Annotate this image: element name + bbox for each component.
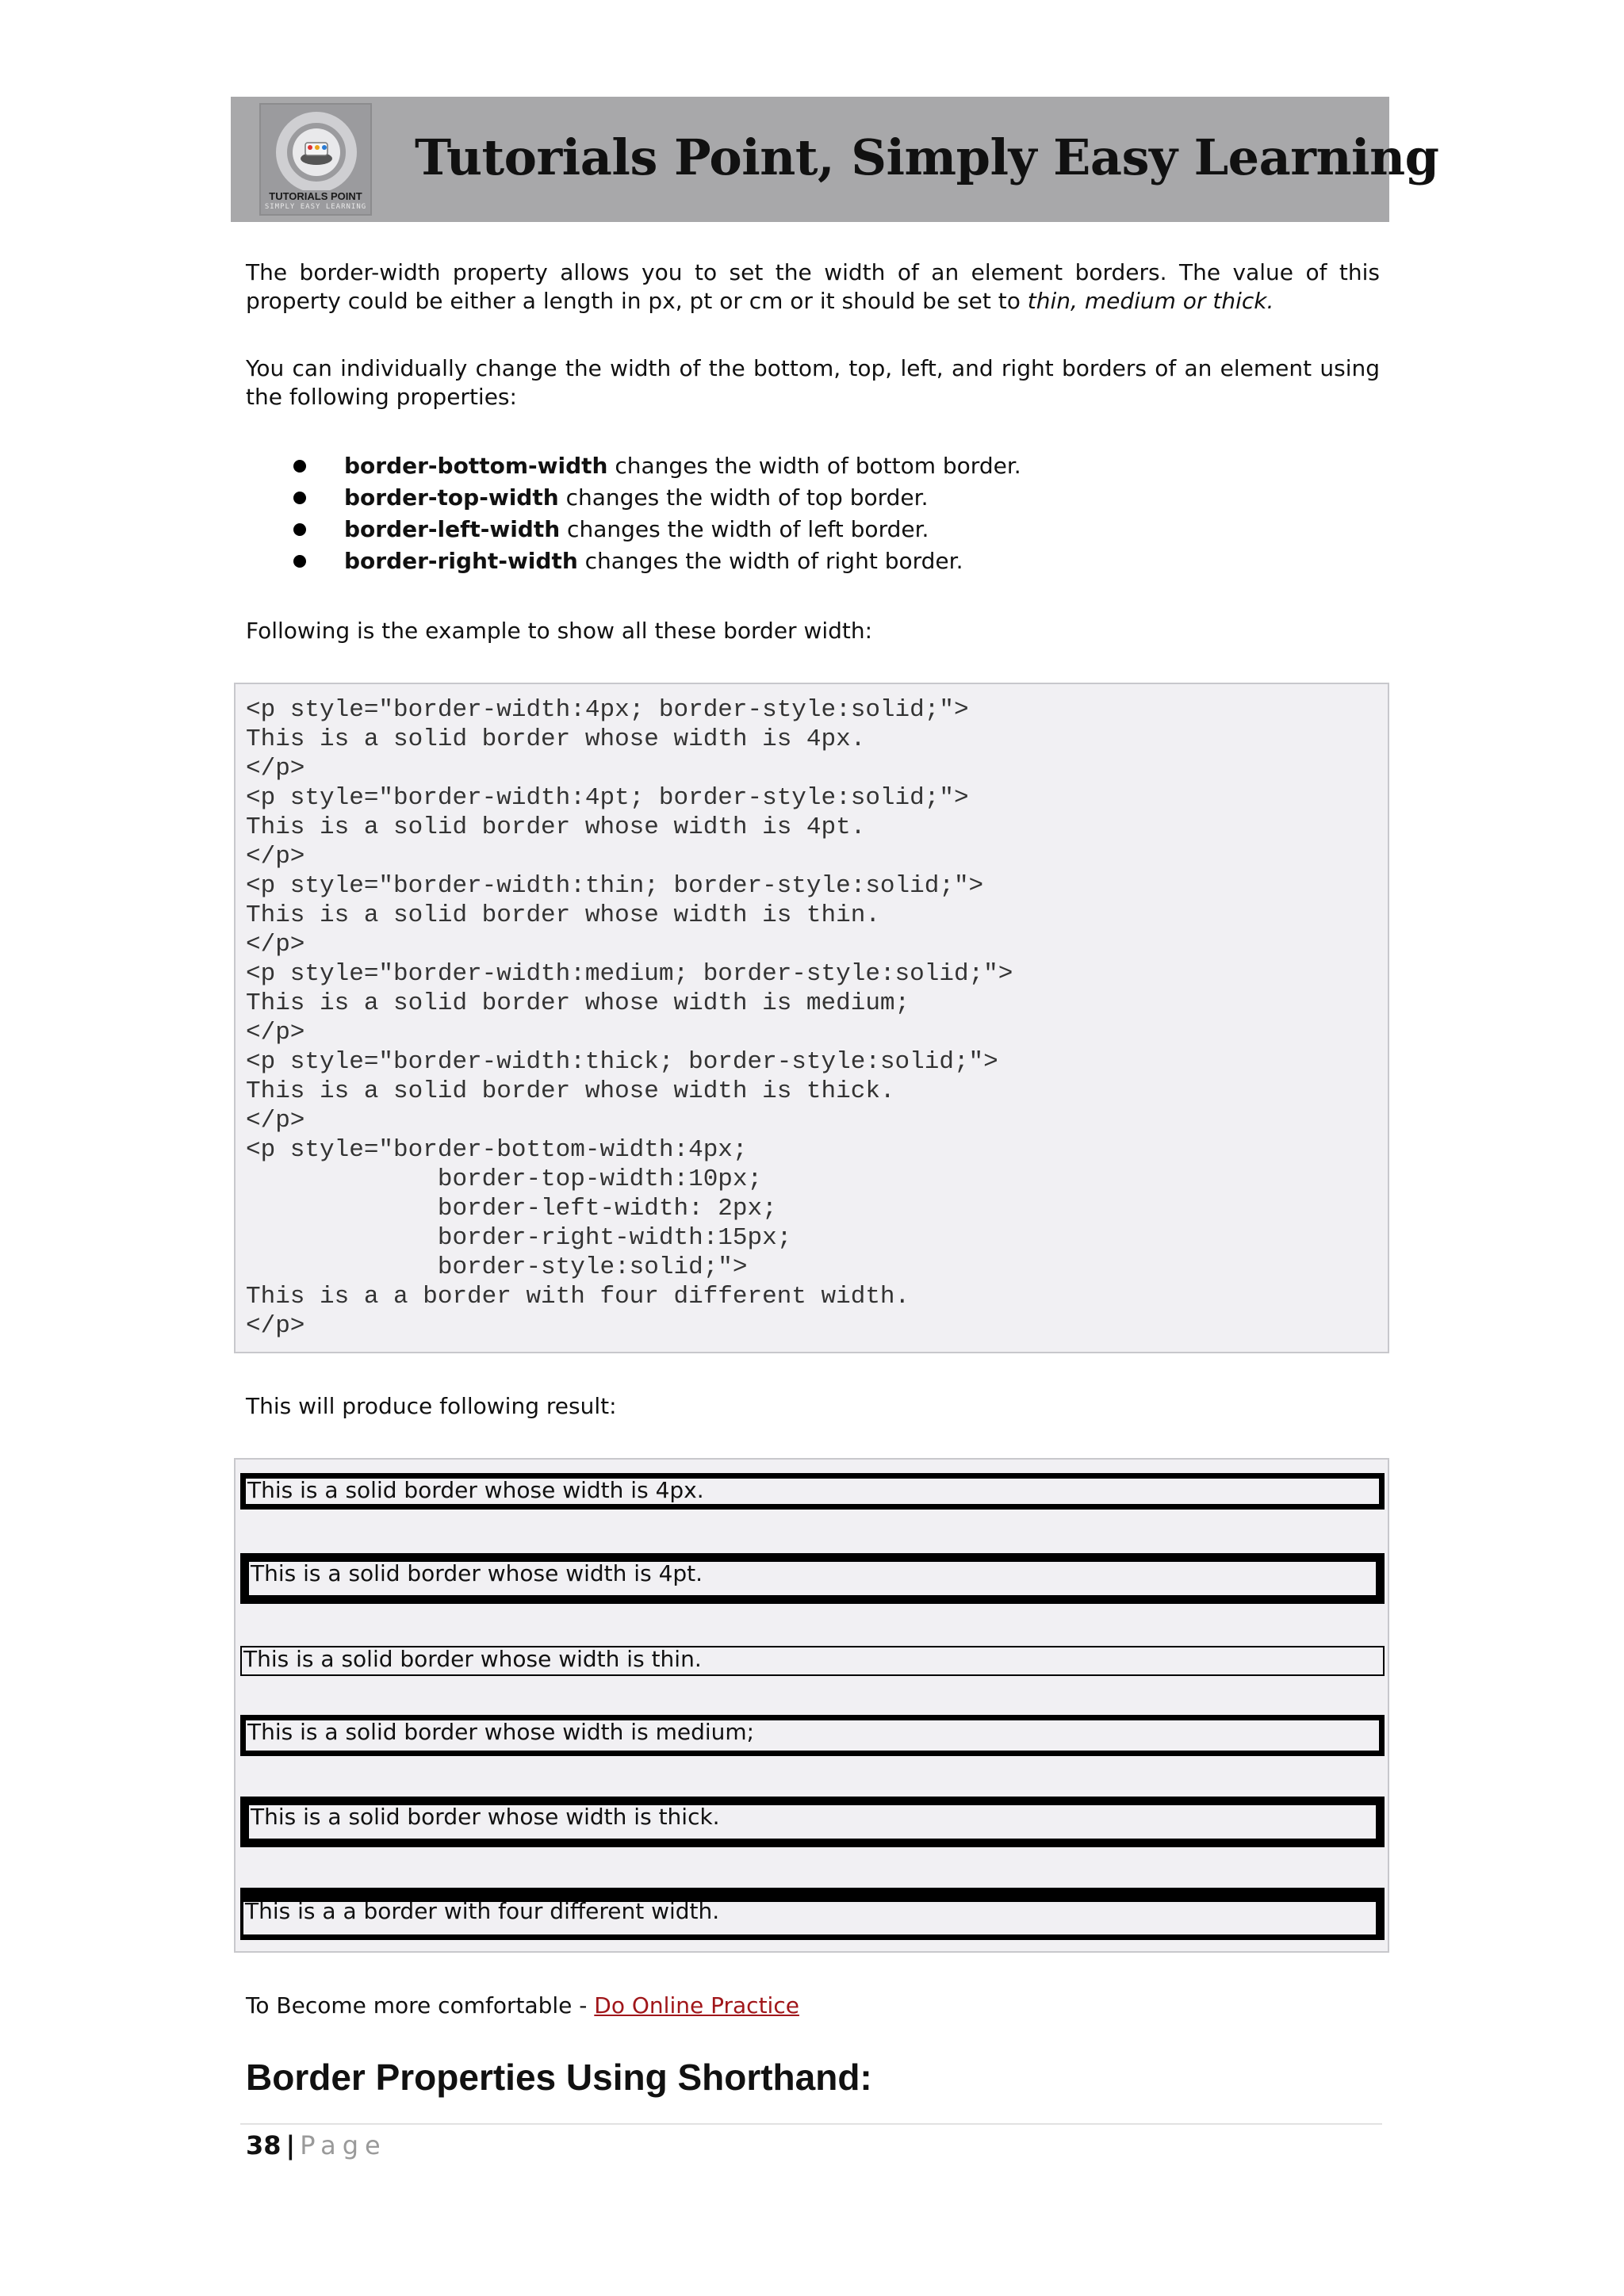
section-heading: Border Properties Using Shorthand: — [246, 2057, 872, 2098]
code-example — [234, 683, 1389, 1353]
property-description: changes the width of left border. — [560, 516, 929, 542]
bullet-icon — [293, 492, 306, 504]
logo-subtitle: SIMPLY EASY LEARNING — [264, 203, 367, 211]
page-header — [231, 97, 1439, 222]
result-intro: This will produce following result: — [246, 1393, 617, 1419]
list-item — [246, 545, 1380, 577]
header-title: Tutorials Point, Simply Easy Learning — [415, 128, 1439, 186]
result-border-mixed — [240, 1888, 1385, 1940]
intro-italic-values: thin, medium or thick. — [1027, 288, 1274, 314]
list-item — [246, 450, 1380, 482]
result-text: This is a solid border whose width is 4pt. — [251, 1560, 703, 1586]
logo-title: TUTORIALS POINT — [269, 190, 362, 202]
intro-paragraph — [246, 258, 1380, 316]
footer-divider — [240, 2123, 1382, 2125]
result-border-4px — [240, 1473, 1385, 1510]
property-description: changes the width of bottom border. — [607, 453, 1021, 479]
result-text: This is a solid border whose width is thick. — [251, 1804, 720, 1830]
property-name: border-bottom-width — [344, 453, 608, 479]
list-item — [246, 514, 1380, 545]
intro-text: The border-width property allows you to set the width of an element borders. The value of this property could be either a length in px, pt or cm or it should be set to — [246, 259, 1380, 314]
page-label: Page — [300, 2130, 387, 2160]
property-name: border-left-width — [344, 516, 561, 542]
result-preview — [234, 1458, 1389, 1953]
result-text: This is a a border with four different width. — [245, 1898, 720, 1924]
practice-line — [246, 1992, 799, 2020]
result-border-thin — [240, 1646, 1385, 1676]
property-description: changes the width of right border. — [577, 548, 963, 574]
bullet-icon — [293, 523, 306, 536]
result-text: This is a solid border whose width is 4px. — [247, 1477, 704, 1503]
footer-separator: | — [285, 2130, 296, 2160]
individual-widths-paragraph: You can individually change the width of the bottom, top, left, and right borders of an element using the following properties: — [246, 355, 1380, 410]
result-border-medium — [240, 1715, 1385, 1756]
practice-prefix: To Become more comfortable - — [246, 1992, 595, 2019]
result-border-thick — [240, 1797, 1385, 1847]
list-item — [246, 482, 1380, 514]
bullet-icon — [293, 555, 306, 568]
result-border-4pt — [240, 1553, 1385, 1604]
bullet-icon — [293, 460, 306, 473]
tutorials-point-logo — [259, 103, 372, 216]
property-name: border-right-width — [344, 548, 578, 574]
code-block: <p style="border-width:4px; border-style:solid;"> This is a solid border whose width is 4px. </p> <p style="border-width:4pt; border-style:solid;"> This is a solid border whose width is 4pt. </p> <p style="border-width:thin; border-style:solid;"> This is a solid border whose width is thin. </p> <p style="border-width:medium; border-style:solid;"> This is a solid border whose width is medium; </p> <p style="border-width:thick; border-style:solid;"> This is a solid border whose width is thick. </p> <p style="border-bottom-width:4px; border-top-width:10px; border-left-width: 2px; border-right-width:15px; border-style:solid;"> This is a a border with four different width. </p> — [246, 696, 1013, 1340]
result-text: This is a solid border whose width is medium; — [247, 1719, 755, 1745]
property-list — [246, 450, 1380, 577]
online-practice-link[interactable]: Do Online Practice — [594, 1992, 799, 2019]
page-number: 38 — [246, 2130, 282, 2160]
page-footer — [246, 2130, 387, 2161]
result-text: This is a solid border whose width is thin. — [243, 1646, 702, 1672]
logo-emblem-icon — [269, 111, 364, 190]
property-description: changes the width of top border. — [558, 484, 929, 511]
property-name: border-top-width — [344, 484, 559, 511]
example-intro: Following is the example to show all these border width: — [246, 618, 873, 644]
